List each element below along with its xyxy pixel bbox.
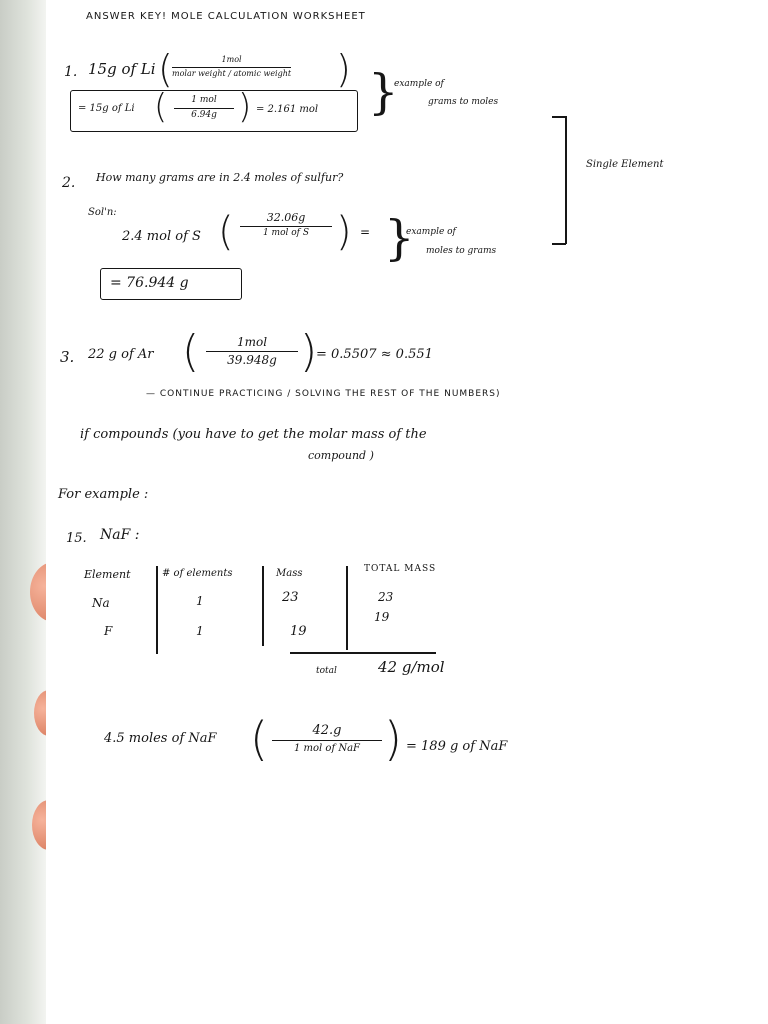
q15-calc-given: 4.5 moles of NaF — [104, 731, 217, 746]
q3-frac-den: 39.948g — [227, 353, 277, 368]
q1-given: 15g of Li — [88, 60, 156, 78]
q1-boxed-open-paren: ( — [154, 87, 168, 127]
q15-calc-frac-den: 1 mol of NaF — [294, 743, 360, 755]
table-divider-1 — [156, 566, 158, 654]
q15-number: 15. — [66, 531, 87, 546]
worksheet-title: ANSWER KEY! MOLE CALCULATION WORKSHEET — [86, 11, 366, 22]
table-row-2-element: F — [104, 624, 113, 638]
q2-brace: } — [384, 210, 415, 266]
table-header-count: # of elements — [162, 568, 233, 579]
q1-brace: } — [368, 64, 399, 120]
q2-open-paren: ( — [218, 209, 234, 255]
q2-fraction — [240, 212, 332, 239]
q2-frac-den: 1 mol of S — [262, 228, 310, 239]
table-row-1-total: 23 — [378, 590, 394, 604]
worksheet-page — [46, 0, 768, 1024]
q1-fraction — [172, 56, 291, 79]
table-row-2-mass: 19 — [290, 624, 307, 639]
q2-sol-label: Sol'n: — [88, 207, 117, 218]
q3-result: = 0.5507 ≈ 0.551 — [316, 347, 433, 362]
q1-boxed-prefix: = 15g of Li — [78, 103, 135, 114]
q2-answer: = 76.944 g — [110, 275, 189, 291]
side-note: Single Element — [586, 159, 664, 170]
table-total-label: total — [316, 666, 337, 676]
table-row-2-total: 19 — [374, 610, 390, 624]
side-bracket-bottom — [552, 243, 566, 245]
q2-note-1: example of — [406, 227, 456, 237]
q15-calc-close-paren: ) — [384, 712, 402, 766]
q1-boxed-fraction — [174, 96, 234, 121]
q15-calc-frac-num: 42.g — [312, 723, 342, 738]
q2-given: 2.4 mol of S — [122, 229, 201, 244]
q15-compound: NaF : — [100, 527, 140, 543]
table-header-mass: Mass — [276, 568, 303, 579]
table-divider-3 — [346, 566, 348, 650]
q1-boxed-result: = 2.161 mol — [256, 104, 319, 115]
q1-note-1: example of — [394, 79, 444, 89]
q3-fraction — [206, 336, 298, 367]
q1-boxed-num: 1 mol — [191, 95, 217, 105]
q1-boxed-den: 6.94g — [191, 109, 217, 120]
q1-boxed-close-paren: ) — [238, 87, 252, 127]
table-header-total: TOTAL MASS — [364, 564, 437, 574]
q2-question: How many grams are in 2.4 moles of sulfur? — [96, 171, 344, 184]
q3-frac-num: 1mol — [236, 335, 268, 349]
q1-frac-num: 1mol — [221, 55, 242, 64]
table-header-element: Element — [84, 568, 131, 581]
q2-note-2: moles to grams — [426, 246, 497, 256]
q1-number: 1. — [64, 64, 78, 80]
q3-given: 22 g of Ar — [88, 347, 154, 362]
compounds-note-1: if compounds (you have to get the molar mass of the — [80, 427, 427, 442]
table-row-1-element: Na — [92, 596, 110, 610]
table-total-value: 42 g/mol — [378, 658, 445, 676]
table-total-line — [290, 652, 436, 654]
q2-frac-num: 32.06g — [266, 211, 306, 224]
table-row-2-count: 1 — [196, 624, 204, 638]
for-example: For example : — [58, 487, 149, 502]
table-divider-2 — [262, 566, 264, 646]
q1-open-paren: ( — [158, 47, 173, 91]
q3-open-paren: ( — [182, 326, 200, 377]
background-surface — [0, 0, 46, 1024]
q3-number: 3. — [60, 348, 75, 366]
table-row-1-count: 1 — [196, 594, 204, 608]
q15-calc-result: = 189 g of NaF — [406, 739, 508, 754]
table-row-1-mass: 23 — [282, 590, 299, 605]
side-bracket-top — [552, 116, 566, 118]
q1-close-paren: ) — [336, 47, 351, 91]
q1-frac-den: molar weight / atomic weight — [172, 68, 292, 78]
q2-number: 2. — [62, 175, 76, 191]
q3-continue-note: — CONTINUE PRACTICING / SOLVING THE REST OF THE NUMBERS) — [146, 389, 501, 399]
q15-calc-fraction — [272, 724, 382, 754]
side-bracket-vertical — [565, 116, 567, 244]
q2-equals: = — [360, 225, 371, 239]
q15-calc-open-paren: ( — [250, 712, 268, 766]
q2-close-paren: ) — [336, 209, 352, 255]
compounds-note-2: compound ) — [308, 449, 374, 462]
q3-close-paren: ) — [300, 326, 318, 377]
q1-note-2: grams to moles — [428, 97, 499, 107]
